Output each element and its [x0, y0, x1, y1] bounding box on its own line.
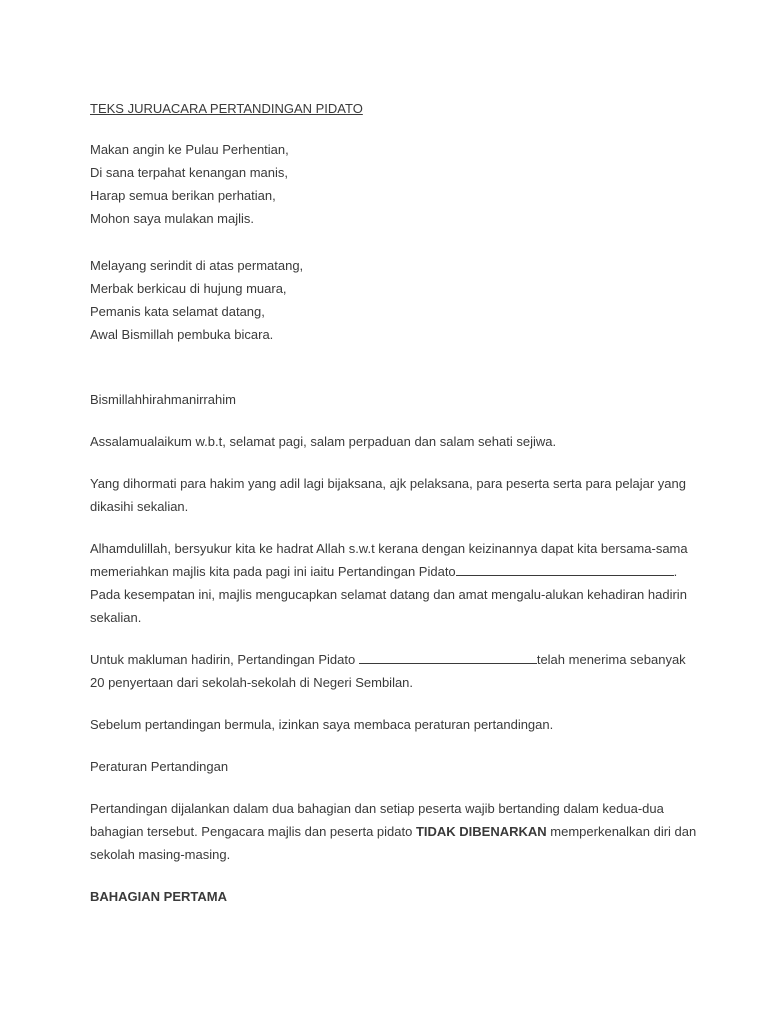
- pantun-line: Awal Bismillah pembuka bicara.: [90, 327, 274, 342]
- pantun-stanza-1: [90, 138, 690, 230]
- makluman-paragraph: [90, 648, 690, 694]
- paragraph-line: [90, 820, 697, 843]
- document-title: TEKS JURUACARA PERTANDINGAN PIDATO: [90, 101, 363, 116]
- paragraph-line: Alhamdulillah, bersyukur kita ke hadrat Allah s.w.t kerana dengan keizinannya dapat kita bersama-sama: [90, 541, 688, 556]
- paragraph-line: sekolah masing-masing.: [90, 847, 231, 862]
- paragraph-line: [90, 648, 690, 671]
- paragraph-text: telah menerima sebanyak: [536, 652, 686, 667]
- pantun-line: Melayang serindit di atas permatang,: [90, 258, 304, 273]
- bismillah-line: Bismillahhirahmanirrahim: [90, 392, 236, 407]
- alhamdulillah-paragraph: [90, 537, 690, 629]
- pantun-line: Harap semua berikan perhatian,: [90, 188, 276, 203]
- paragraph-line: Pertandingan dijalankan dalam dua bahagian dan setiap peserta wajib bertanding dalam kedua-dua: [90, 801, 664, 816]
- pantun-line: Mohon saya mulakan majlis.: [90, 211, 255, 226]
- bahagian-pertama-heading: BAHAGIAN PERTAMA: [90, 889, 227, 904]
- paragraph-line: sekalian.: [90, 610, 142, 625]
- paragraph-line: Yang dihormati para hakim yang adil lagi bijaksana, ajk pelaksana, para peserta serta para pelajar yang: [90, 476, 686, 491]
- paragraph-line: [90, 560, 690, 583]
- pantun-stanza-2: [90, 254, 690, 346]
- pantun-line: Di sana terpahat kenangan manis,: [90, 165, 289, 180]
- paragraph-line: 20 penyertaan dari sekolah-sekolah di Negeri Sembilan.: [90, 675, 414, 690]
- pantun-line: Merbak berkicau di hujung muara,: [90, 281, 287, 296]
- dihormati-paragraph: [90, 472, 690, 518]
- peraturan-heading: Peraturan Pertandingan: [90, 759, 229, 774]
- document-body: [90, 97, 697, 908]
- paragraph-line: Pada kesempatan ini, majlis mengucapkan selamat datang dan amat mengalu-alukan kehadiran hadirin: [90, 587, 687, 602]
- sebelum-paragraph: Sebelum pertandingan bermula, izinkan saya membaca peraturan pertandingan.: [90, 717, 554, 732]
- paragraph-line: dikasihi sekalian.: [90, 499, 189, 514]
- pantun-line: Pemanis kata selamat datang,: [90, 304, 265, 319]
- peraturan-paragraph: [90, 797, 697, 866]
- paragraph-text: .: [673, 564, 678, 579]
- fill-in-blank: [456, 561, 674, 576]
- fill-in-blank: [359, 649, 537, 664]
- pantun-line: Makan angin ke Pulau Perhentian,: [90, 142, 289, 157]
- paragraph-text: Untuk makluman hadirin, Pertandingan Pidato: [90, 652, 359, 667]
- paragraph-text: memperkenalkan diri dan: [546, 824, 697, 839]
- paragraph-text: memeriahkan majlis kita pada pagi ini iaitu Pertandingan Pidato: [90, 564, 456, 579]
- paragraph-text: bahagian tersebut. Pengacara majlis dan peserta pidato: [90, 824, 416, 839]
- emphasis-text: TIDAK DIBENARKAN: [415, 824, 547, 839]
- salam-paragraph: Assalamualaikum w.b.t, selamat pagi, salam perpaduan dan salam sehati sejiwa.: [90, 434, 557, 449]
